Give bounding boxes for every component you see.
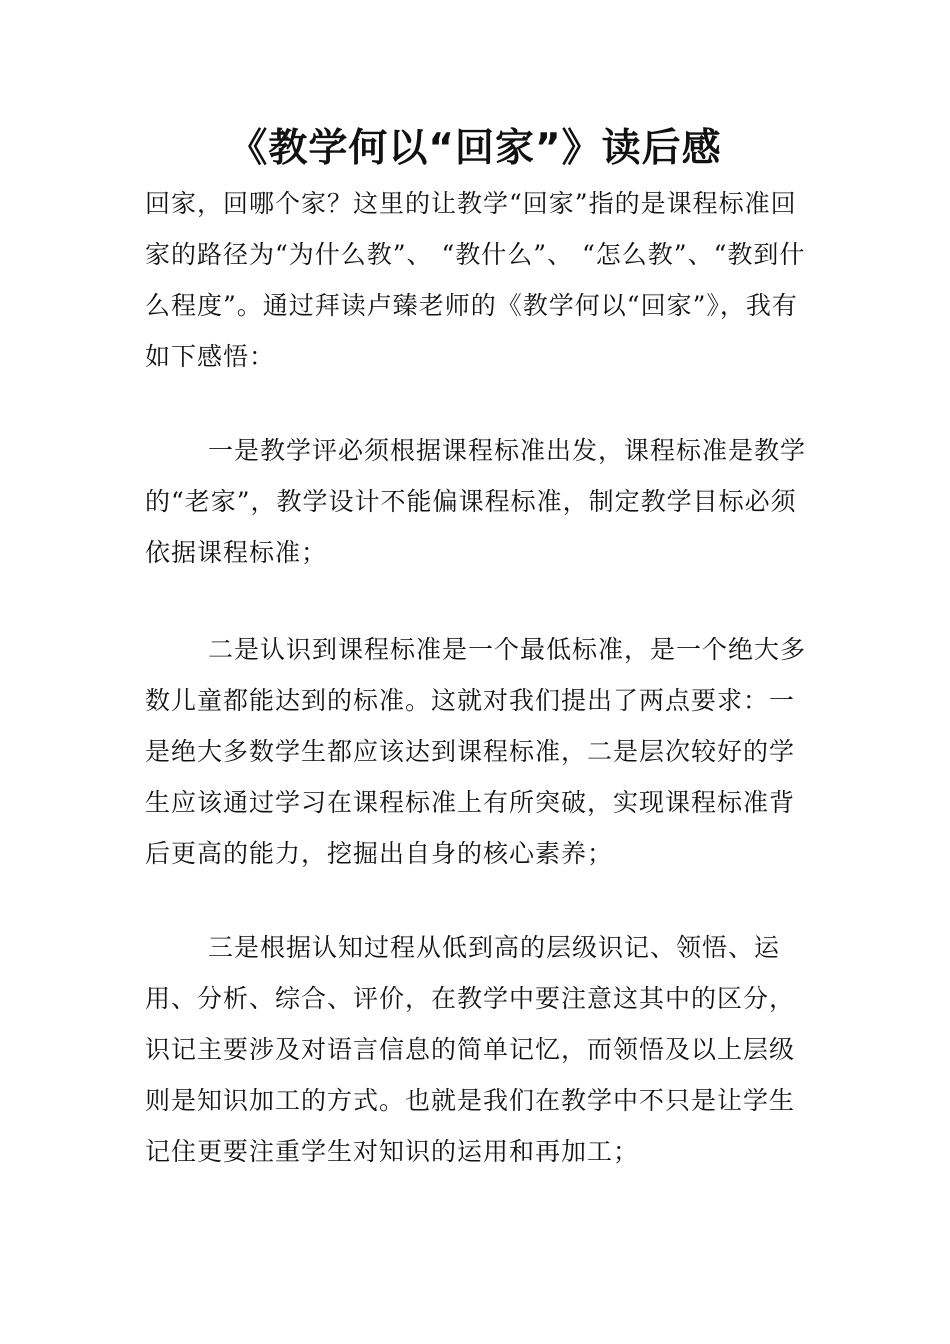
- point-three-paragraph: 三是根据认知过程从低到高的层级识记、领悟、运用、分析、综合、评价，在教学中要注意这其中的区分，识记主要涉及对语言信息的简单记忆，而领悟及以上层级则是知识加工的方式。也就是我们在教学中不只是让学生记住更要注重学生对知识的运用和再加工；: [145, 933, 796, 1166]
- document-title: 《教学何以“回家”》读后感: [228, 126, 722, 171]
- point-two-paragraph: 二是认识到课程标准是一个最低标准，是一个绝大多数儿童都能达到的标准。这就对我们提出了两点要求：一是绝大多数学生都应该达到课程标准，二是层次较好的学生应该通过学习在课程标准上有所突破，实现课程标准背后更高的能力，挖掘出自身的核心素养；: [145, 635, 807, 868]
- point-one-paragraph: 一是教学评必须根据课程标准出发，课程标准是教学的“老家”，教学设计不能偏课程标准，制定教学目标必须依据课程标准；: [145, 436, 807, 567]
- intro-paragraph: 回家，回哪个家？这里的让教学“回家”指的是课程标准回家的路径为“为什么教”、 “教什么”、 “怎么教”、“教到什么程度”。通过拜读卢臻老师的《教学何以“回家”》，我有如下感悟：: [145, 189, 806, 371]
